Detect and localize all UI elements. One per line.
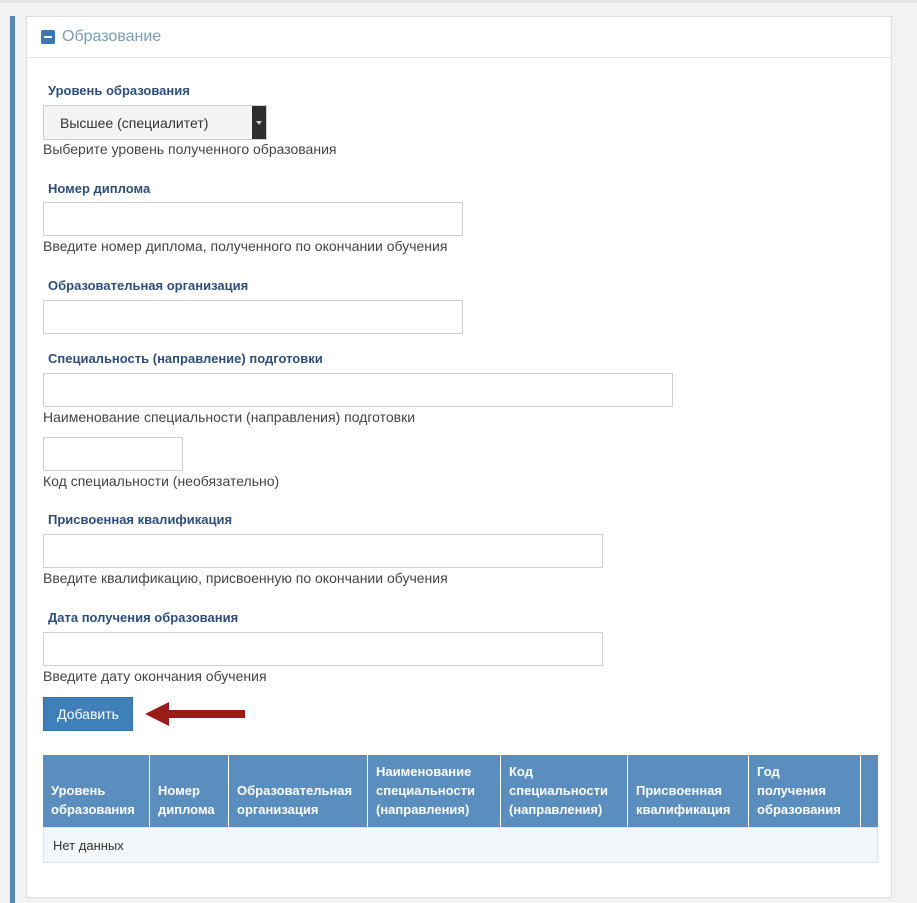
specialty-code-help: Код специальности (необязательно) — [43, 473, 280, 489]
column-header-qualification[interactable]: Присвоенная квалификация — [628, 755, 749, 827]
minus-square-icon[interactable] — [41, 30, 55, 44]
column-header-specialty-code[interactable]: Код специальности (направления) — [501, 755, 628, 827]
specialty-name-input[interactable] — [43, 373, 673, 407]
top-divider — [0, 0, 917, 3]
table-header — [43, 755, 878, 827]
empty-table-message: Нет данных — [53, 838, 124, 853]
diploma-number-input[interactable] — [43, 202, 463, 236]
specialty-code-input[interactable] — [43, 437, 183, 471]
education-level-help: Выберите уровень полученного образования — [43, 141, 337, 157]
qualification-label: Присвоенная квалификация — [48, 512, 233, 527]
specialty-label: Специальность (направление) подготовки — [48, 351, 323, 366]
column-header-level[interactable]: Уровень образования — [43, 755, 150, 827]
diploma-number-help: Введите номер диплома, полученного по окончании обучения — [43, 238, 448, 254]
qualification-help: Введите квалификацию, присвоенную по окончании обучения — [43, 570, 448, 586]
date-label: Дата получения образования — [48, 610, 239, 625]
education-table — [43, 755, 878, 863]
table-row — [43, 827, 878, 863]
specialty-name-help: Наименование специальности (направления) подготовки — [43, 409, 416, 425]
column-header-year[interactable]: Год получения образования — [749, 755, 861, 827]
column-header-organization[interactable]: Образовательная организация — [229, 755, 368, 827]
diploma-number-label: Номер диплома — [48, 181, 151, 196]
chevron-down-icon[interactable] — [252, 106, 266, 139]
panel-title: Образование — [62, 28, 162, 45]
date-help: Введите дату окончания обучения — [43, 668, 267, 684]
education-level-value: Высшее (специалитет) — [60, 115, 209, 131]
education-level-select[interactable] — [43, 105, 267, 140]
red-arrow-left-icon — [145, 701, 249, 727]
qualification-input[interactable] — [43, 534, 603, 568]
education-panel — [26, 16, 892, 898]
column-header-actions — [861, 755, 878, 827]
add-button[interactable]: Добавить — [43, 697, 133, 731]
panel-header[interactable] — [27, 17, 891, 58]
column-header-diploma[interactable]: Номер диплома — [150, 755, 229, 827]
education-level-label: Уровень образования — [48, 83, 190, 98]
organization-input[interactable] — [43, 300, 463, 334]
section-accent-rail — [10, 16, 15, 903]
column-header-specialty-name[interactable]: Наименование специальности (направления) — [368, 755, 501, 827]
organization-label: Образовательная организация — [48, 278, 249, 293]
date-input[interactable] — [43, 632, 603, 666]
